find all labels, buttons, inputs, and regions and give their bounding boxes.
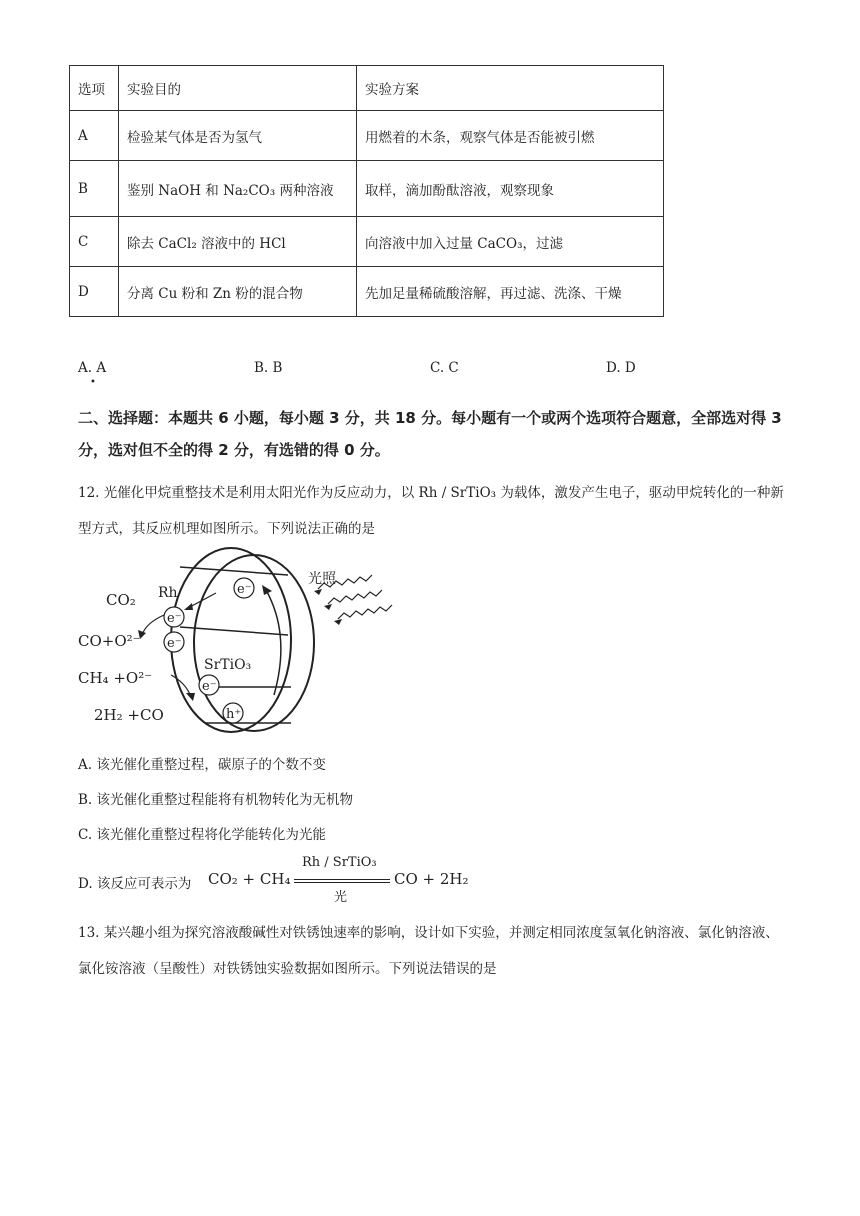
table-cell-plan: 向溶液中加入过量 CaCO₃，过滤	[357, 217, 664, 267]
answer-c: C. C	[430, 360, 459, 376]
svg-text:e⁻: e⁻	[237, 582, 252, 597]
choice-d-prefix: D. 该反应可表示为	[78, 876, 192, 892]
co2-label: CO₂	[106, 591, 136, 609]
hole-icon	[223, 703, 243, 723]
answer-a: A. A	[78, 360, 107, 376]
answer-b: B. B	[254, 360, 283, 376]
svg-text:h⁺: h⁺	[226, 707, 242, 722]
table-cell-option: B	[70, 161, 119, 217]
rh-label: Rh	[158, 585, 178, 601]
q12-choice-c: C. 该光催化重整过程将化学能转化为光能	[78, 827, 326, 843]
table-cell-goal: 分离 Cu 粉和 Zn 粉的混合物	[119, 267, 357, 317]
co-o-label: CO+O²⁻	[78, 632, 141, 650]
table-cell-goal: 鉴别 NaOH 和 Na₂CO₃ 两种溶液	[119, 161, 357, 217]
question-13-text: 13. 某兴趣小组为探究溶液酸碱性对铁锈蚀速率的影响，设计如下实验，并测定相同浓度氢氧化钠溶液、氯化钠溶液、氯化铵溶液（呈酸性）对铁锈蚀实验数据如图所示。下列说法错误的是	[78, 925, 779, 977]
catalyst-inner-ring	[194, 555, 314, 731]
svg-text:e⁻: e⁻	[167, 611, 182, 626]
electron-icon	[164, 632, 184, 652]
svg-text:e⁻: e⁻	[202, 679, 217, 694]
header-plan: 实验方案	[357, 66, 664, 111]
equation-condition-top: Rh / SrTiO₃	[302, 855, 377, 870]
q12-choice-a: A. 该光催化重整过程，碳原子的个数不变	[78, 757, 326, 773]
svg-text:e⁻: e⁻	[167, 636, 182, 651]
electron-icon	[164, 607, 184, 627]
table-cell-plan: 先加足量稀硫酸溶解，再过滤、洗涤、干燥	[357, 267, 664, 317]
q12-choice-d	[78, 855, 678, 908]
table-cell-goal: 检验某气体是否为氢气	[119, 111, 357, 161]
electron-icon	[199, 675, 219, 695]
header-option: 选项	[70, 66, 119, 111]
table-cell-option: A	[70, 111, 119, 161]
equation-equals-sign	[294, 879, 390, 883]
header-goal: 实验目的	[119, 66, 357, 111]
section-heading: 二、选择题：本题共 6 小题，每小题 3 分，共 18 分。每小题有一个或两个选项符合题意，全部选对得 3 分，选对但不全的得 2 分，有选错的得 0 分。	[78, 409, 782, 459]
electron-icon	[234, 578, 254, 598]
options-table	[69, 65, 664, 317]
equation-condition-bottom: 光	[334, 890, 348, 905]
answer-d: D. D	[606, 360, 636, 376]
srtio3-label: SrTiO₃	[204, 657, 252, 673]
ch4-o-label: CH₄ +O²⁻	[78, 669, 153, 687]
table-cell-option: C	[70, 217, 119, 267]
table-cell-plan: 取样，滴加酚酞溶液，观察现象	[357, 161, 664, 217]
h2-co-label: 2H₂ +CO	[94, 706, 164, 724]
emphasis-dot-icon: •	[90, 377, 96, 388]
table-cell-option: D	[70, 267, 119, 317]
reaction-mechanism-diagram	[76, 545, 416, 745]
table-cell-plan: 用燃着的木条，观察气体是否能被引燃	[357, 111, 664, 161]
equation-rhs: CO + 2H₂	[394, 870, 469, 888]
equation-lhs: CO₂ + CH₄	[208, 870, 291, 888]
light-label: 光照	[308, 571, 336, 587]
question-12-text: 12. 光催化甲烷重整技术是利用太阳光作为反应动力，以 Rh / SrTiO₃ 为载体，激发产生电子，驱动甲烷转化的一种新型方式，其反应机理如图所示。下列说法正确的是	[78, 485, 784, 537]
table-cell-goal: 除去 CaCl₂ 溶液中的 HCl	[119, 217, 357, 267]
q12-choice-b: B. 该光催化重整过程能将有机物转化为无机物	[78, 792, 354, 808]
